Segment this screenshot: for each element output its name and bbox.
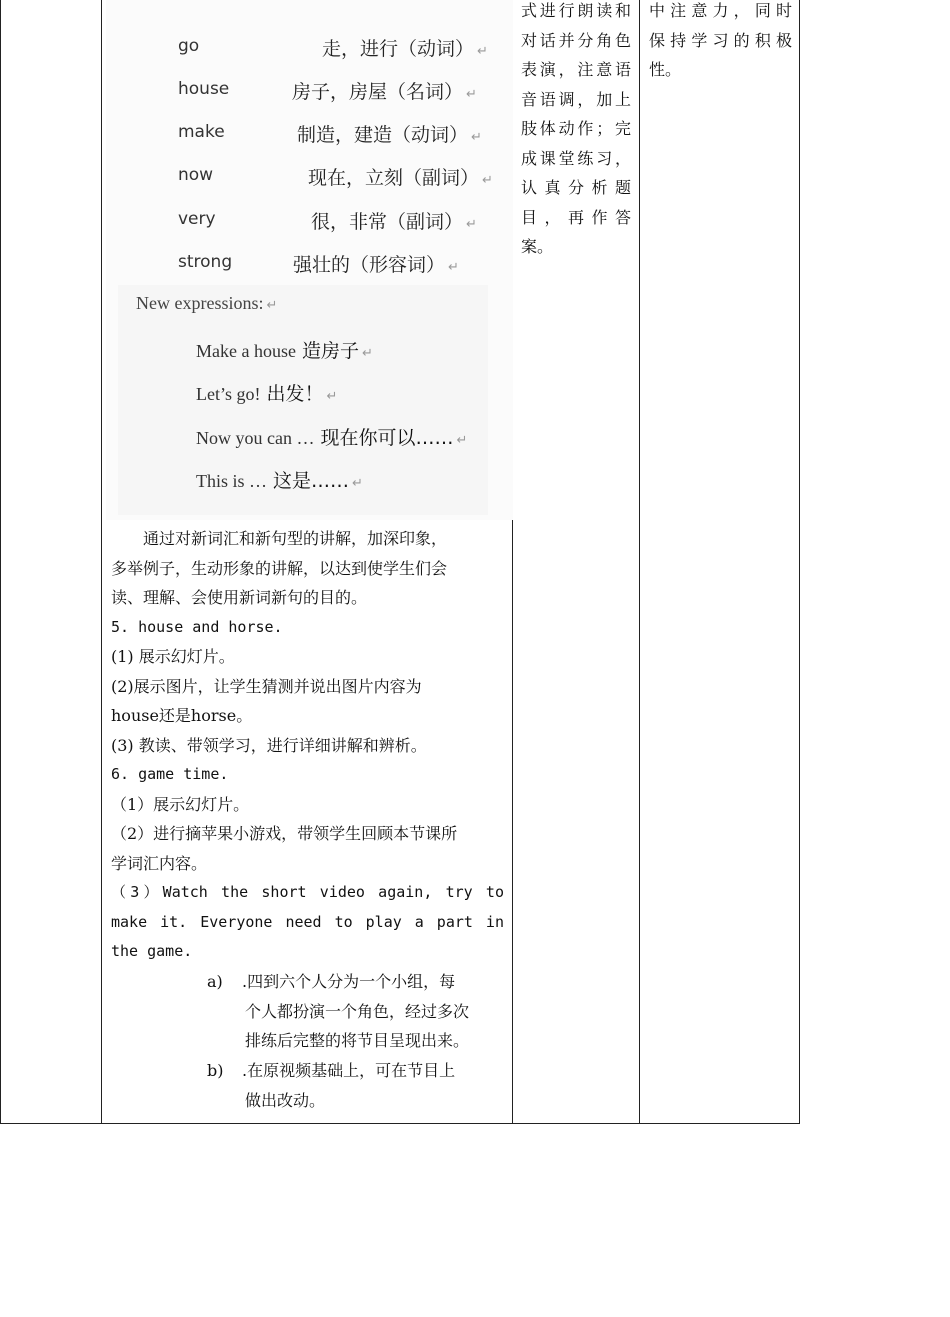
vocab-word: make	[178, 122, 225, 142]
intro-line: 通过对新词汇和新句型的讲解，加深印象，	[143, 529, 448, 548]
vocab-word: very	[178, 209, 216, 229]
section-5-title: 5. house and horse.	[111, 617, 283, 636]
table-border-right	[799, 0, 800, 1123]
list-marker-b: b)	[207, 1061, 224, 1080]
vocab-meaning: 房子，房屋（名词） ↵	[292, 81, 477, 103]
expression-item: Now you can … 现在你可以…… ↵	[196, 427, 468, 449]
vocab-word: go	[178, 36, 200, 56]
section-6-step: the game.	[111, 942, 193, 960]
section-6-step: （2）进行摘苹果小游戏，带领学生回顾本节课所	[111, 824, 458, 843]
table-border-left	[0, 0, 1, 1123]
student-activity-text: 式进行朗读和 对话并分角色 表演，注意语 音语调，加上 肢体动作；完 成课堂练习， 认真分析题 目，再作答 案。	[521, 1, 631, 256]
intro-line: 读、理解、会使用新词新句的目的。	[111, 588, 368, 607]
expression-item: Make a house 造房子 ↵	[196, 340, 373, 362]
intro-line: 多举例子，生动形象的讲解，以达到使学生们会	[111, 558, 448, 578]
list-item-a: .四到六个人分为一个小组，每 个人都扮演一个角色，经过多次 排练后完整的将节目呈现出来。	[242, 972, 470, 1050]
teaching-procedure-text	[111, 524, 504, 967]
section-6-step: make it. Everyone need to play a part in	[111, 912, 504, 931]
section-5-step: (2)展示图片，让学生猜测并说出图片内容为	[111, 676, 422, 696]
vocab-meaning: 现在，立刻（副词） ↵	[308, 167, 493, 189]
table-border-col3	[639, 0, 640, 1123]
section-5-step: house还是horse。	[111, 706, 253, 725]
expressions-heading: New expressions: ↵	[136, 293, 278, 313]
list-marker-a: a)	[207, 972, 223, 991]
vocab-meaning: 很，非常（副词） ↵	[311, 211, 477, 233]
vocab-meaning: 强壮的（形容词） ↵	[293, 254, 459, 276]
expression-item: Let’s go! 出发！ ↵	[196, 383, 338, 405]
section-6-step: 学词汇内容。	[111, 853, 208, 873]
section-5-step: (3) 教读、带领学习，进行详细讲解和辨析。	[111, 735, 427, 755]
vocab-meaning: 制造，建造（动词） ↵	[297, 124, 482, 146]
section-6-step: （3）Watch the short video again, try to	[111, 883, 504, 901]
design-intent-text: 中注意力，同时 保持学习的积极 性。	[649, 1, 792, 79]
section-6-title: 6. game time.	[111, 765, 229, 783]
vocab-word: house	[178, 79, 230, 99]
vocab-meaning: 走，进行（动词） ↵	[322, 38, 488, 60]
expression-item: This is … 这是…… ↵	[196, 470, 363, 492]
section-5-step: (1) 展示幻灯片。	[111, 647, 235, 666]
list-item-b: .在原视频基础上，可在节目上 做出改动。	[242, 1061, 456, 1110]
vocab-word: strong	[178, 252, 233, 272]
section-6-step: （1）展示幻灯片。	[111, 794, 250, 814]
vocab-word: now	[178, 165, 214, 185]
table-border-bottom	[0, 1123, 800, 1124]
table-border-col1	[101, 0, 102, 1123]
